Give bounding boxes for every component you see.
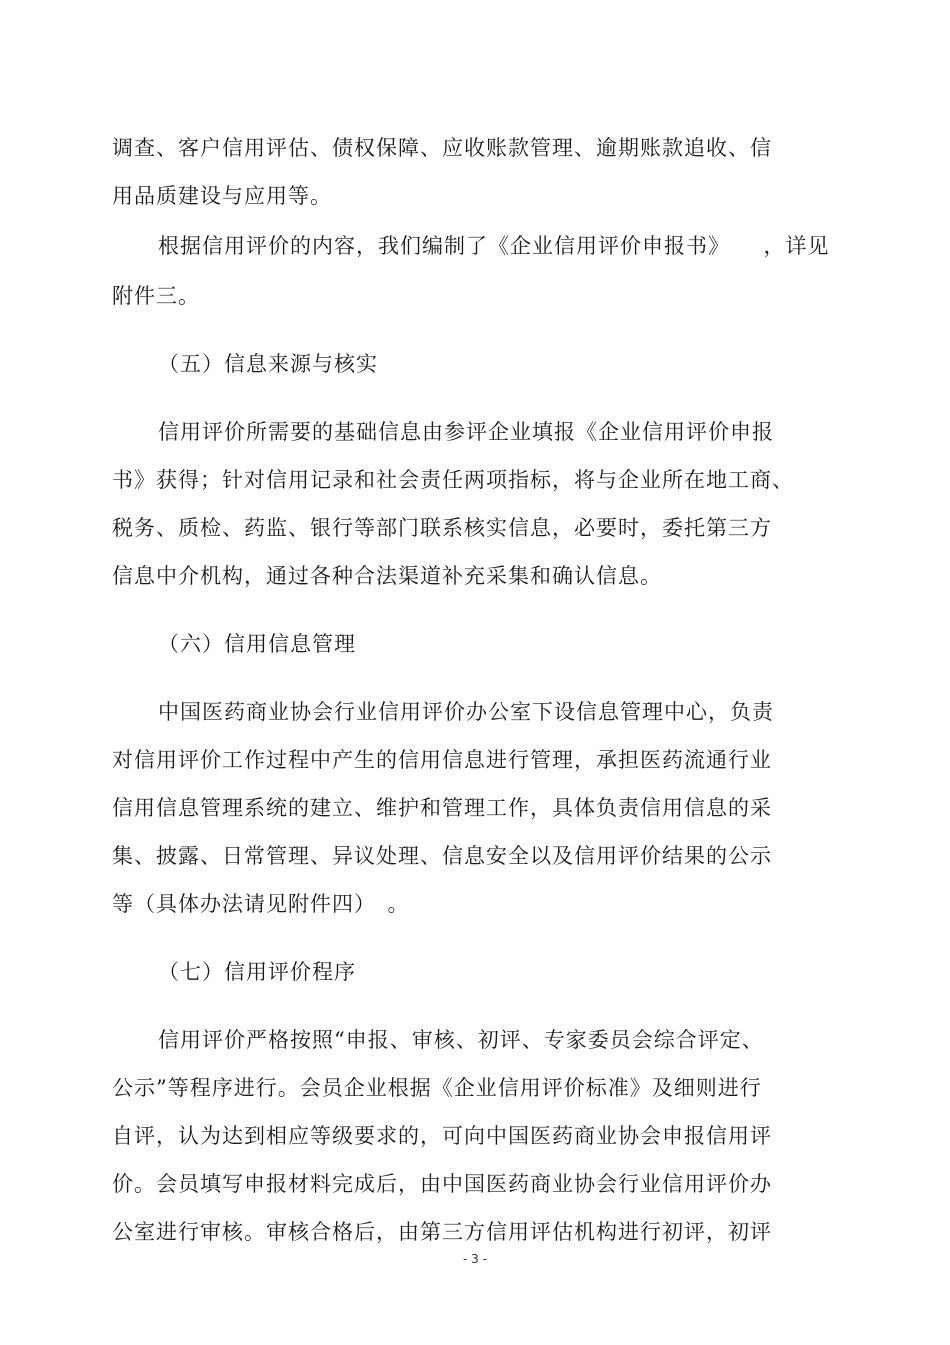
text-line: 用品质建设与应用等。 [112, 184, 332, 208]
text-line: 根据信用评价的内容，我们编制了《企业信用评价申报书》 ，详见 [158, 234, 830, 258]
text-line: 信息中介机构，通过各种合法渠道补充采集和确认信息。 [112, 564, 662, 588]
text-line: 信用评价所需要的基础信息由参评企业填报《企业信用评价申报 [158, 420, 774, 444]
text-line: 自评，认为达到相应等级要求的，可向中国医药商业协会申报信用评 [112, 1124, 772, 1148]
section-heading: （五）信息来源与核实 [158, 352, 378, 376]
section-heading: （六）信用信息管理 [158, 632, 356, 656]
text-line: 公室进行审核。审核合格后，由第三方信用评估机构进行初评，初评 [112, 1220, 772, 1244]
text-line: 公示”等程序进行。会员企业根据《企业信用评价标准》及细则进行 [112, 1076, 762, 1100]
text-line: 信用评价严格按照“申报、审核、初评、专家委员会综合评定、 [158, 1028, 764, 1052]
text-line: 调查、客户信用评估、债权保障、应收账款管理、逾期账款追收、信 [112, 136, 772, 160]
text-line: 集、披露、日常管理、异议处理、信息安全以及信用评价结果的公示 [112, 844, 772, 868]
text-line: 书》获得；针对信用记录和社会责任两项指标，将与企业所在地工商、 [112, 468, 794, 492]
text-line: 对信用评价工作过程中产生的信用信息进行管理，承担医药流通行业 [112, 748, 772, 772]
text-line: 中国医药商业协会行业信用评价办公室下设信息管理中心，负责 [158, 700, 774, 724]
text-line: 附件三。 [112, 284, 200, 308]
text-line: 信用信息管理系统的建立、维护和管理工作，具体负责信用信息的采 [112, 796, 772, 820]
page-number: - 3 - [463, 1252, 487, 1266]
text-line: 等（具体办法请见附件四） 。 [112, 892, 410, 916]
text-line: 税务、质检、药监、银行等部门联系核实信息，必要时，委托第三方 [112, 516, 772, 540]
text-line: 价。会员填写申报材料完成后，由中国医药商业协会行业信用评价办 [112, 1172, 772, 1196]
section-heading: （七）信用评价程序 [158, 960, 356, 984]
